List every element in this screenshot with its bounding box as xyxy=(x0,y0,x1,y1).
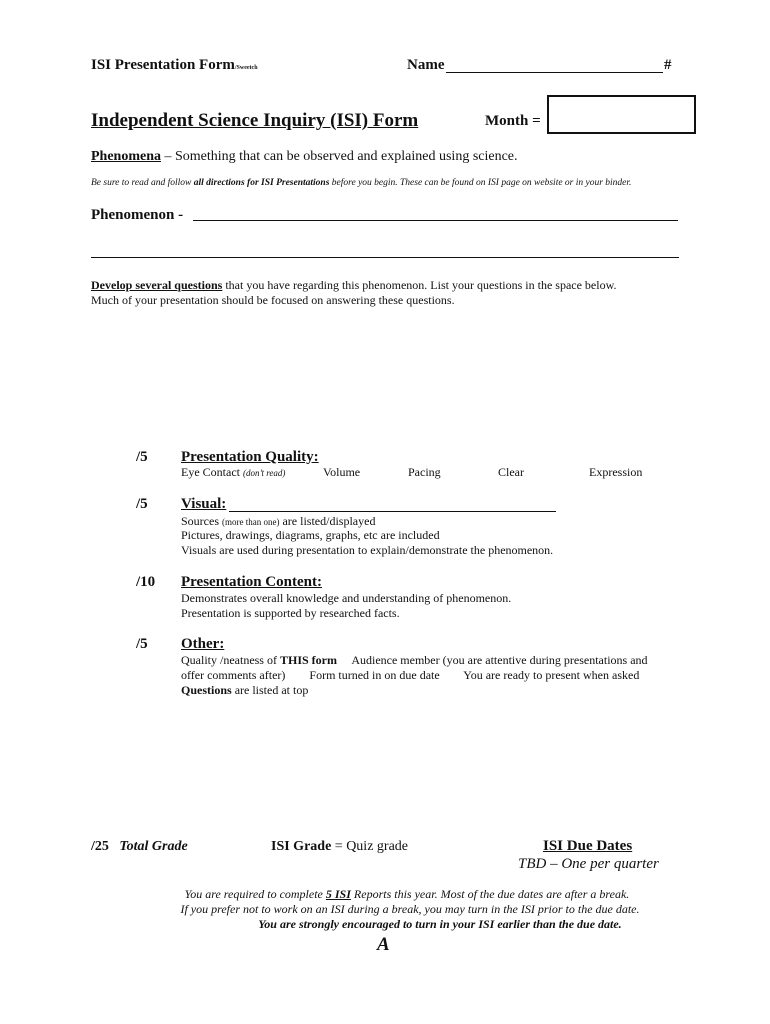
visual-item1-note: (more than one) xyxy=(222,517,280,527)
presentation-quality-title: Presentation Quality: xyxy=(181,449,319,465)
phenomenon-field-line-1[interactable] xyxy=(193,220,678,221)
visual-field-line[interactable] xyxy=(229,511,556,512)
content-criterion-knowledge: Demonstrates overall knowledge and understanding of phenomenon. xyxy=(181,591,512,605)
isi-grade-bold: ISI Grade xyxy=(271,839,332,854)
other-item1-a: Quality /neatness of xyxy=(181,653,280,667)
questions-emphasis: Develop several questions xyxy=(91,278,223,292)
isi-grade-note xyxy=(271,839,408,855)
name-field[interactable] xyxy=(446,72,663,73)
other-title: Other: xyxy=(181,636,225,652)
visual-item1-b: are listed/displayed xyxy=(279,514,376,528)
criterion-expression: Expression xyxy=(589,465,643,479)
due-dates-subtitle: TBD – One per quarter xyxy=(518,856,659,872)
total-score: /25 xyxy=(91,839,109,854)
other-criterion-line-3 xyxy=(181,683,308,698)
phenomena-definition-text: – Something that can be observed and explained using science. xyxy=(161,149,518,164)
eye-contact-label: Eye Contact xyxy=(181,465,243,479)
total-label: Total Grade xyxy=(119,839,188,854)
visual-item1-a: Sources xyxy=(181,514,222,528)
isi-grade-rest: = Quiz grade xyxy=(331,839,408,854)
visual-criterion-sources xyxy=(181,514,375,529)
number-hash-label: # xyxy=(664,57,672,73)
directions-after: before you begin. These can be found on ISI page on website or in your binder. xyxy=(329,178,632,188)
month-label: Month = xyxy=(485,113,541,129)
other-score: /5 xyxy=(136,636,148,652)
criterion-volume: Volume xyxy=(323,465,361,479)
visual-criterion-usage: Visuals are used during presentation to explain/demonstrate the phenomenon. xyxy=(181,543,554,557)
form-header-title-text: ISI Presentation Form xyxy=(91,57,235,73)
note1-b: Reports this year. Most of the due dates are after a break. xyxy=(350,887,630,901)
content-score: /10 xyxy=(136,574,156,590)
note1-emphasis: 5 ISI xyxy=(325,887,351,901)
other-item3-rest: are listed at top xyxy=(231,683,309,697)
phenomenon-label: Phenomenon - xyxy=(91,207,184,223)
questions-instructions-line-2: Much of your presentation should be focused on answering these questions. xyxy=(91,293,455,307)
month-field[interactable] xyxy=(547,95,696,134)
other-criterion-line-1 xyxy=(181,653,648,668)
phenomenon-field-line-2[interactable] xyxy=(91,257,679,258)
criterion-clear: Clear xyxy=(498,465,524,479)
note1-a: You are required to complete xyxy=(184,887,326,901)
footer-note-1 xyxy=(22,887,770,902)
criterion-pacing: Pacing xyxy=(408,465,441,479)
questions-instructions xyxy=(91,278,616,308)
directions-note xyxy=(91,178,631,188)
phenomena-term: Phenomena xyxy=(91,149,161,164)
grade-letter: A xyxy=(377,934,390,955)
presentation-quality-score: /5 xyxy=(136,449,148,465)
form-header-suffix: /Sweetch xyxy=(234,65,258,71)
content-criterion-facts: Presentation is supported by researched facts. xyxy=(181,606,400,620)
questions-line1-rest: that you have regarding this phenomenon. List your questions in the space below. xyxy=(222,278,617,292)
page-title: Independent Science Inquiry (ISI) Form xyxy=(91,110,419,131)
criterion-eye-contact xyxy=(181,465,285,480)
total-grade xyxy=(91,839,188,855)
visual-title: Visual: xyxy=(181,496,227,512)
visual-criterion-pictures: Pictures, drawings, diagrams, graphs, etc are included xyxy=(181,528,440,542)
content-title: Presentation Content: xyxy=(181,574,322,590)
other-item1-bold: THIS form xyxy=(279,653,337,667)
other-item1-b: Audience member (you are attentive during presentations and xyxy=(336,653,648,667)
directions-emphasis: all directions for ISI Presentations xyxy=(193,178,330,188)
due-dates-title: ISI Due Dates xyxy=(543,838,633,854)
phenomena-definition xyxy=(91,149,518,165)
other-criterion-line-2: offer comments after) Form turned in on due date You are ready to present when asked xyxy=(181,668,640,682)
visual-score: /5 xyxy=(136,496,148,512)
form-header-title xyxy=(91,57,258,74)
questions-instructions-line-1 xyxy=(91,278,616,293)
footer-note-3: You are strongly encouraged to turn in your ISI earlier than the due date. xyxy=(258,917,622,931)
name-label: Name xyxy=(407,57,445,73)
other-item3-bold: Questions xyxy=(181,683,232,697)
eye-contact-note: (don’t read) xyxy=(242,468,286,478)
directions-before: Be sure to read and follow xyxy=(91,178,194,188)
footer-note-2: If you prefer not to work on an ISI during a break, you may turn in the ISI prior to the due date. xyxy=(180,902,640,916)
